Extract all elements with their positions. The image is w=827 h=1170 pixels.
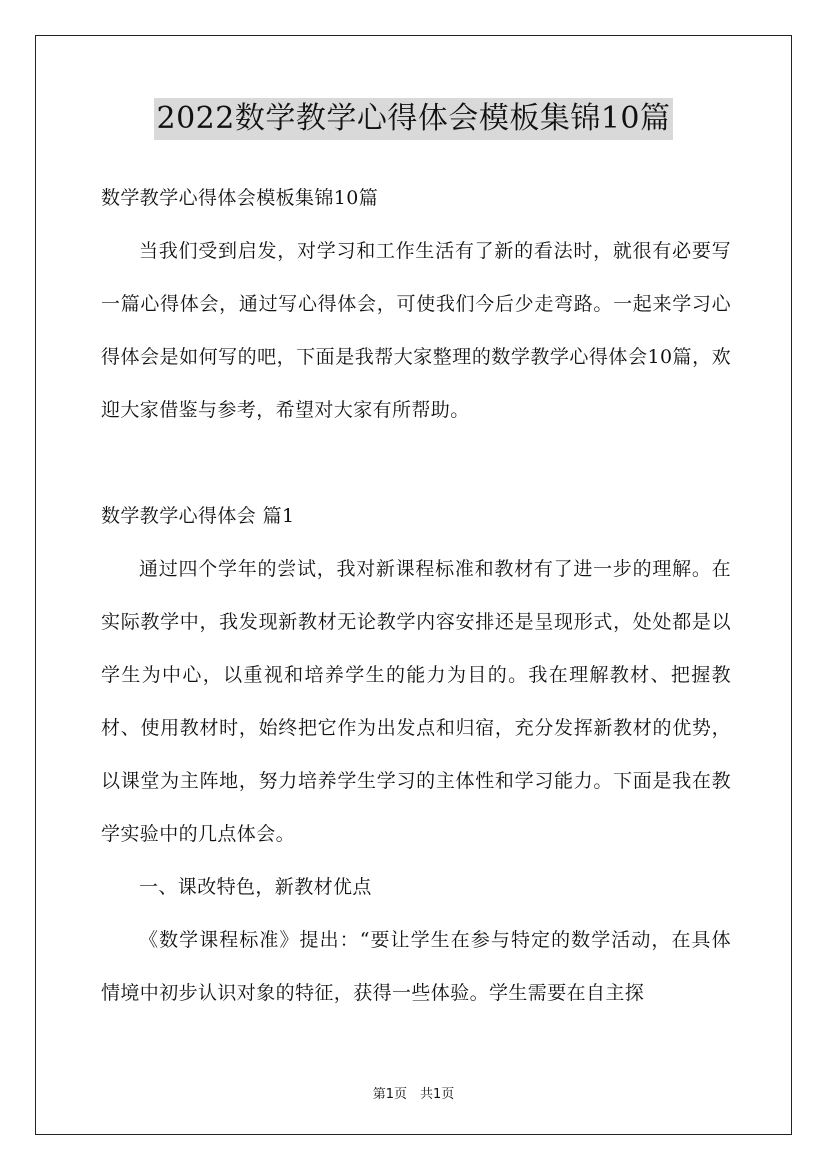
point-heading: 一、课改特色，新教材优点 [139,876,372,898]
document-title: 2022数学教学心得体会模板集锦10篇 [154,98,672,140]
document-title-wrapper [0,98,827,140]
section-spacer [101,437,731,490]
body-paragraph-1: 通过四个学年的尝试，我对新课程标准和教材有了进一步的理解。在实际教学中，我发现新教材无论教学内容安排还是呈现形式，处处都是以学生为中心，以重视和培养学生的能力为目的。我在理解教材、把握教材、使用教材时，始终把它作为出发点和归宿，充分发挥新教材的优势，以课堂为主阵地，努力培养学生学习的主体性和学习能力。下面是我在教学实验中的几点体会。 [101,558,731,845]
document-subtitle: 数学教学心得体会模板集锦10篇 [101,187,379,209]
page-number: 第1页 共1页 [372,1087,455,1102]
intro-paragraph: 当我们受到启发，对学习和工作生活有了新的看法时，就很有必要写一篇心得体会，通过写心得体会，可使我们今后少走弯路。一起来学习心得体会是如何写的吧，下面是我帮大家整理的数学教学心得体会10篇，欢迎大家借鉴与参考，希望对大家有所帮助。 [101,240,731,421]
document-body [101,172,731,1020]
page-footer [0,1083,827,1102]
section-heading: 数学教学心得体会 篇1 [101,505,295,527]
body-paragraph-2: 《数学课程标准》提出：“要让学生在参与特定的数学活动，在具体情境中初步认识对象的特征，获得一些体验。学生需要在自主探 [101,929,731,1004]
